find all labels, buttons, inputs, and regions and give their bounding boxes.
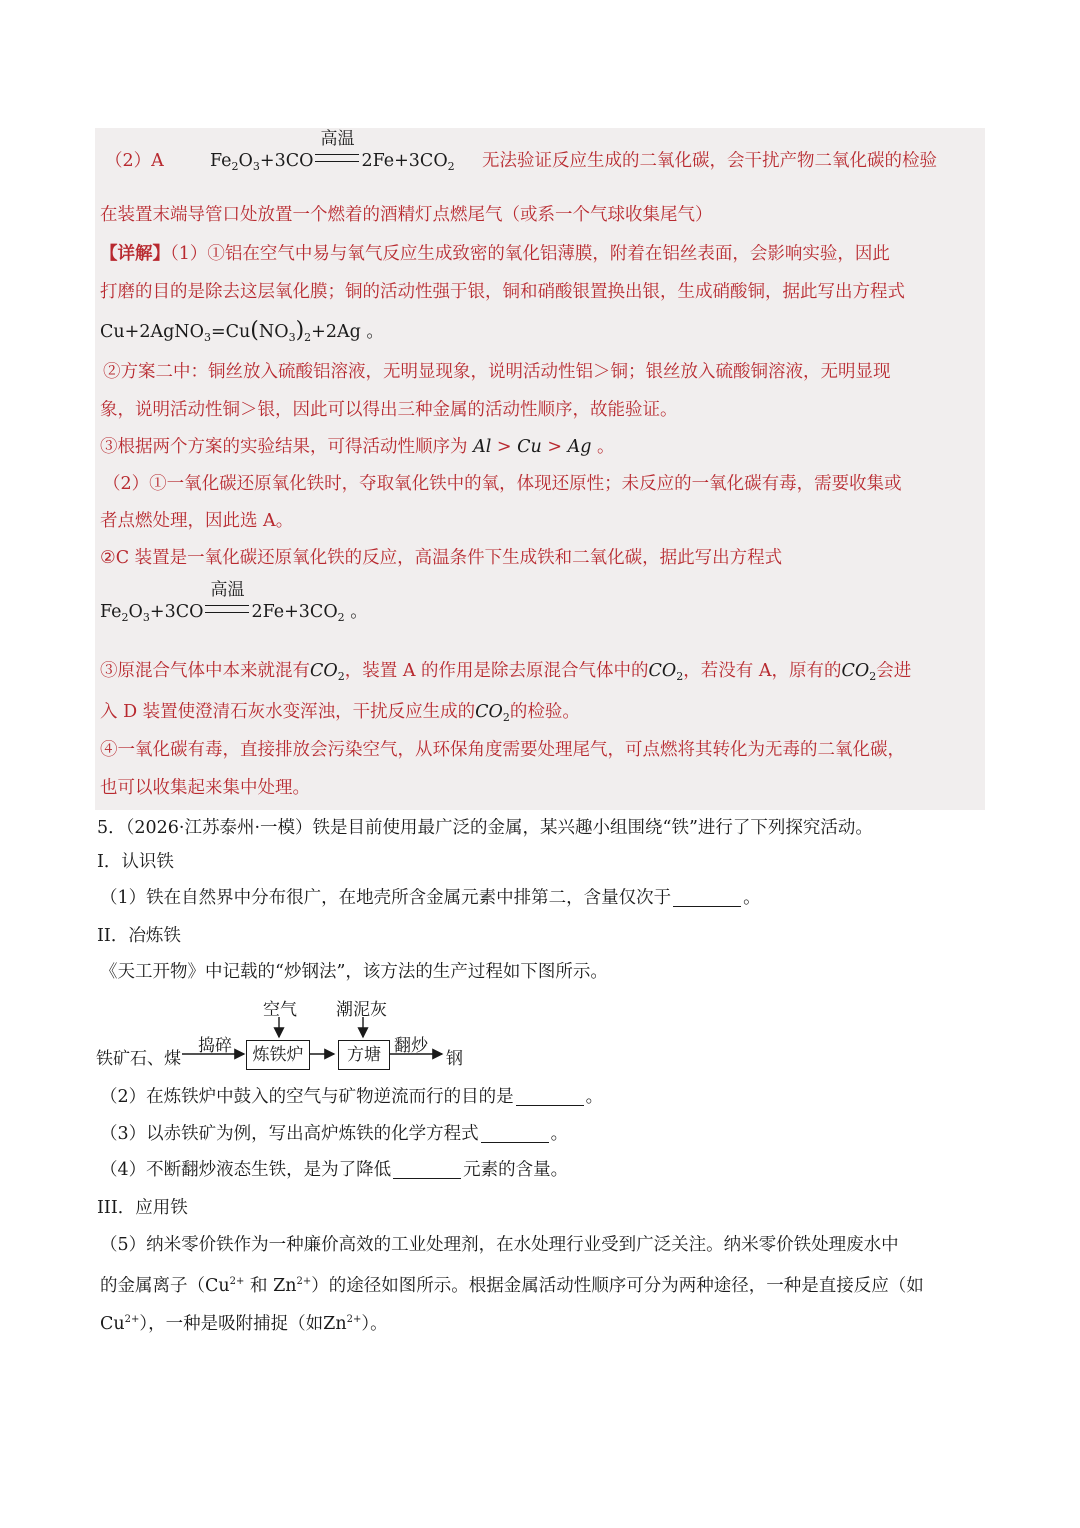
question-4: （4）不断翻炒液态生铁，是为了降低 元素的含量。	[100, 1160, 569, 1180]
equation-1: $Fe_2O_3+3CO$ 高温 $2Fe+3CO_2$	[210, 129, 455, 173]
question-1: （1）铁在自然界中分布很广，在地壳所含金属元素中排第二，含量仅次于 。	[100, 888, 761, 908]
flow-label-crush: 捣碎	[198, 1036, 232, 1056]
flow-box-pond: 方塘	[338, 1040, 390, 1070]
answer-line-11: ②C 装置是一氧化碳还原氧化铁的反应，高温条件下生成铁和二氧化碳，据此写出方程式	[100, 548, 783, 568]
question-3: （3）以赤铁矿为例，写出高炉炼铁的化学方程式 。	[100, 1124, 569, 1144]
answer-blank-1[interactable]	[673, 888, 741, 907]
question-2: （2）在炼铁炉中鼓入的空气与矿物逆流而行的目的是 。	[100, 1087, 604, 1107]
answer-line-13: ③原混合气体中本来就混有$CO_2$，装置 A 的作用是除去原混合气体中的$CO_2$，若没有 A，原有的$CO_2$会进	[100, 661, 912, 683]
answer-line-2: 在装置末端导管口处放置一个燃着的酒精灯点燃尾气（或系一个气球收集尾气）	[100, 205, 713, 225]
flow-label-steel: 钢	[446, 1049, 463, 1069]
flow-intro: 《天工开物》中记载的“炒钢法”，该方法的生产过程如下图所示。	[100, 962, 608, 982]
flow-label-air: 空气	[263, 1000, 297, 1020]
equation-3: $Fe_2O_3+3CO$ 高温 $2Fe+3CO_2$ 。	[100, 580, 368, 624]
flow-box-furnace: 炼铁炉	[246, 1040, 310, 1070]
answer-line-4: 打磨的目的是除去这层氧化膜；铜的活动性强于银，铜和硝酸银置换出银，生成硝酸铜，据此写出方程式	[100, 282, 905, 302]
process-flow-diagram	[96, 995, 496, 1075]
answer-line-3: 【详解】（1）①铝在空气中易与氧气反应生成致密的氧化铝薄膜，附着在铝丝表面，会影响实验，因此	[100, 244, 890, 264]
section-2-heading: II．冶炼铁	[97, 926, 181, 946]
answer-comment: 无法验证反应生成的二氧化碳，会干扰产物二氧化碳的检验	[482, 151, 937, 171]
answer-line-8: ③根据两个方案的实验结果，可得活动性顺序为 Al > Cu > Ag 。	[100, 437, 615, 457]
question-5-line-3: $Cu^{2+}$），一种是吸附捕捉（如$Zn^{2+}$）。	[100, 1314, 388, 1334]
question-5-line-1: （5）纳米零价铁作为一种廉价高效的工业处理剂，在水处理行业受到广泛关注。纳米零价铁处理废水中	[100, 1235, 899, 1255]
detail-tag: 【详解】	[100, 244, 170, 264]
section-1-heading: I．认识铁	[97, 852, 174, 872]
answer-line-6: ②方案二中：铜丝放入硫酸铝溶液，无明显现象，说明活动性铝＞铜；银丝放入硫酸铜溶液，无明显现	[103, 362, 891, 382]
answer-line-14: 入 D 装置使澄清石灰水变浑浊，干扰反应生成的$CO_2$的检验。	[100, 702, 580, 724]
answer-line-10: 者点燃处理，因此选 A。	[100, 511, 294, 531]
question-5-heading: 5．（2026·江苏泰州·一模）铁是目前使用最广泛的金属，某兴趣小组围绕“铁”进行了下列探究活动。	[97, 818, 873, 838]
answer-line-16: 也可以收集起来集中处理。	[100, 778, 310, 798]
answer-blank-2[interactable]	[516, 1087, 584, 1106]
flow-label-raw: 铁矿石、煤	[96, 1049, 181, 1069]
flow-label-ash: 潮泥灰	[336, 1000, 387, 1020]
question-5-line-2: 的金属离子（$Cu^{2+}$ 和 $Zn^{2+}$）的途径如图所示。根据金属活动性顺序可分为两种途径，一种是直接反应（如	[100, 1276, 924, 1296]
answer-label: （2）A	[105, 151, 164, 171]
answer-blank-4[interactable]	[393, 1160, 461, 1179]
answer-line-1	[105, 149, 164, 173]
equation-2: $Cu+2AgNO_3=Cu(NO_3)_2+2Ag$ 。	[100, 318, 384, 344]
section-3-heading: III．应用铁	[97, 1198, 188, 1218]
answer-blank-3[interactable]	[481, 1124, 549, 1143]
answer-line-7: 象，说明活动性铜＞银，因此可以得出三种金属的活动性顺序，故能验证。	[100, 400, 678, 420]
answer-line-15: ④一氧化碳有毒，直接排放会污染空气，从环保角度需要处理尾气，可点燃将其转化为无毒的二氧化碳，	[100, 740, 905, 760]
flow-label-stir: 翻炒	[394, 1036, 428, 1056]
answer-line-9: （2）①一氧化碳还原氧化铁时，夺取氧化铁中的氧，体现还原性；未反应的一氧化碳有毒，需要收集或	[103, 474, 902, 494]
